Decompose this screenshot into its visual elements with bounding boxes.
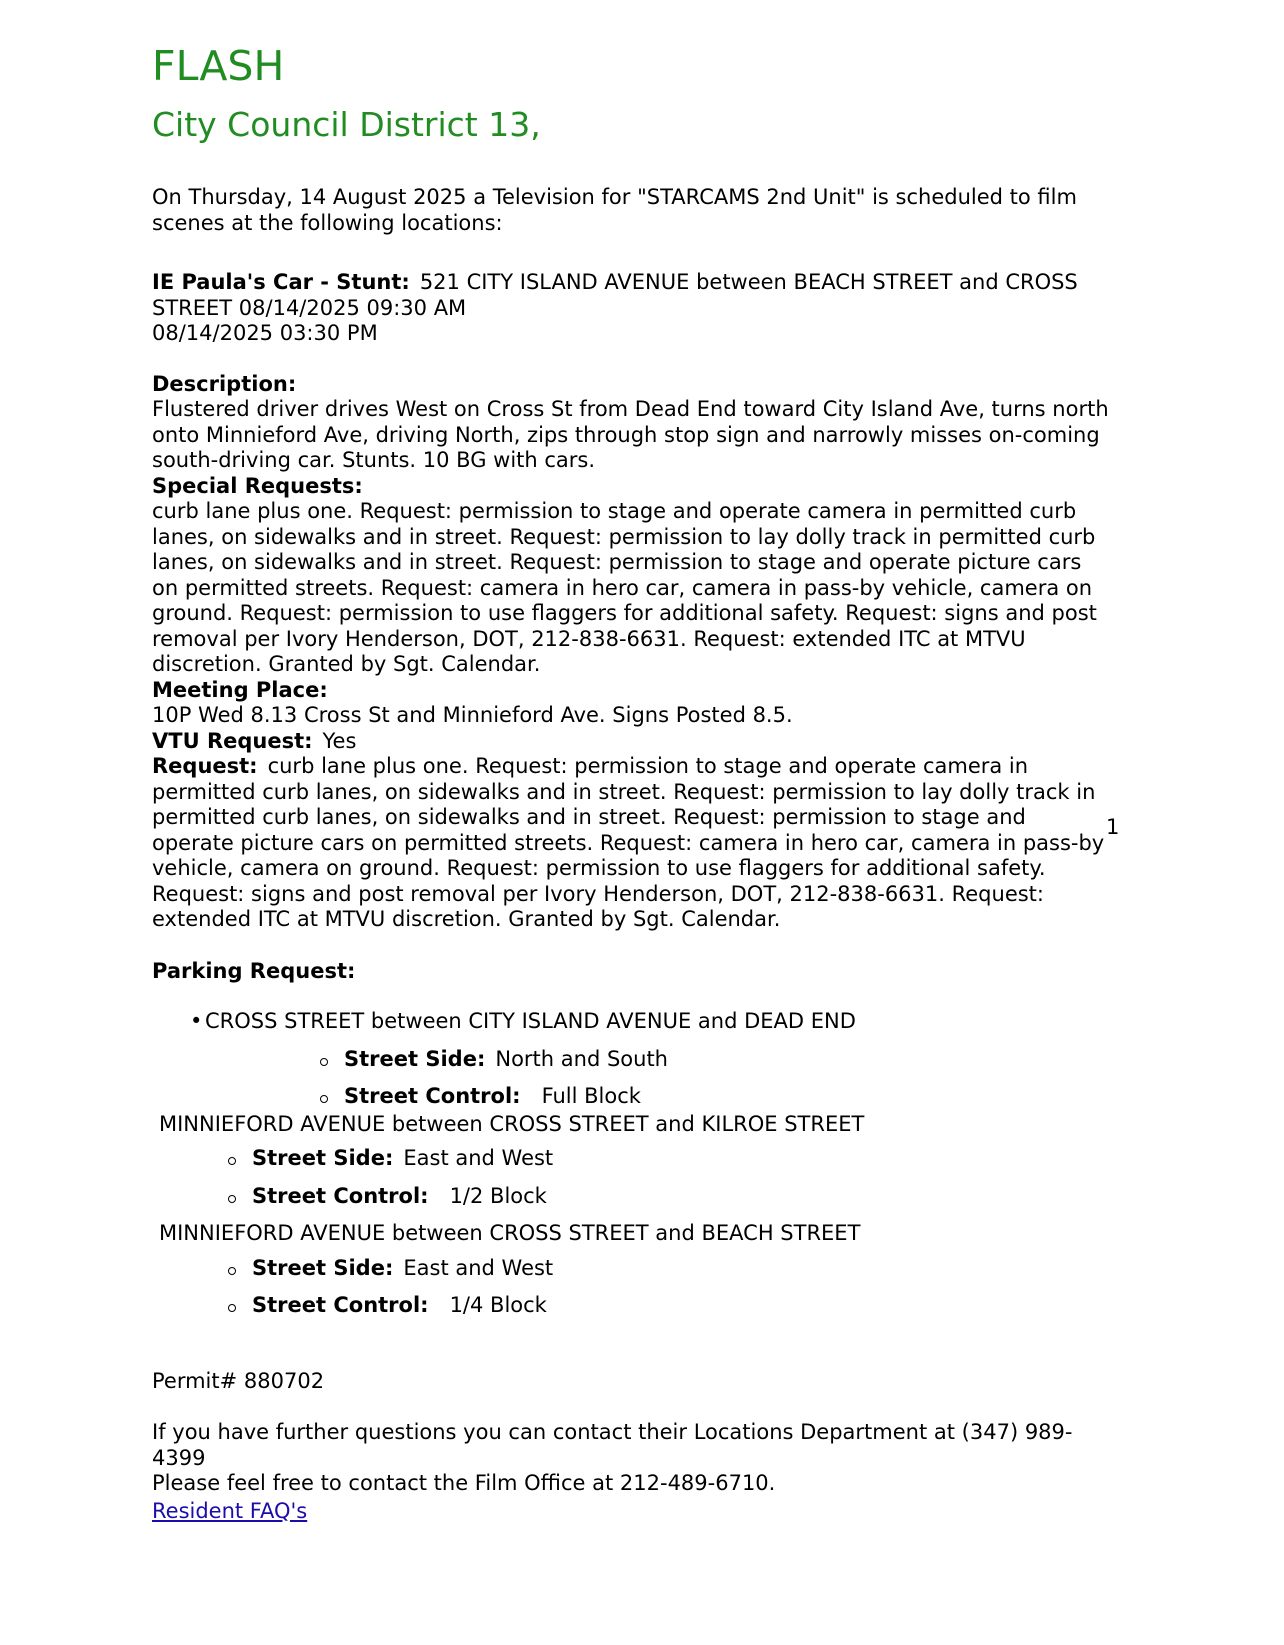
street-side-row (113, 1256, 1112, 1282)
street-side-value: North and South (495, 1046, 668, 1071)
page-number: 1 (1106, 815, 1120, 839)
street-control-row (113, 1184, 1112, 1210)
street-side-row (113, 1146, 1112, 1172)
location-block (152, 270, 1112, 347)
street-name: MINNIEFORD AVENUE between CROSS STREET and BEACH STREET (159, 1221, 861, 1245)
meeting-place-text: 10P Wed 8.13 Cross St and Minnieford Ave. Signs Posted 8.5. (152, 703, 793, 727)
circle-bullet-icon (228, 1267, 236, 1275)
request-text: curb lane plus one. Request: permission to stage and operate camera in permitted curb lanes, on sidewalks and in street. Request: permission to lay dolly track in permitted curb lanes, on sidewalks and in street. Request: permission to stage and operate picture cars on permitted streets. Request: camera in hero car, camera in pass-by vehicle, camera on ground. Request: permission to use flaggers for additional safety. Request: signs and post removal per Ivory Henderson, DOT, 212-838-6631. Request: extended ITC at MTVU discretion. Granted by Sgt. Calendar. (152, 754, 1105, 931)
parking-street-item (152, 1009, 1112, 1110)
parking-request-label: Parking Request: (152, 958, 356, 983)
parking-street-list (152, 1009, 1112, 1319)
circle-bullet-icon (320, 1095, 328, 1103)
street-control-row (113, 1293, 1112, 1319)
contact-block (152, 1420, 1112, 1524)
street-side-value: East and West (403, 1146, 554, 1170)
request-label: Request: (152, 754, 258, 778)
details-block (152, 372, 1112, 933)
circle-bullet-icon (320, 1058, 328, 1066)
street-name: MINNIEFORD AVENUE between CROSS STREET and KILROE STREET (159, 1111, 865, 1136)
vtu-request-label: VTU Request: (152, 728, 313, 753)
bullet-icon: • (190, 1009, 203, 1033)
parking-street-item (152, 1221, 1112, 1319)
circle-bullet-icon (228, 1157, 236, 1165)
description-text: Flustered driver drives West on Cross St from Dead End toward City Island Ave, turns north onto Minnieford Ave, driving North, zips through stop sign and narrowly misses on-coming south-driving car. Stunts. 10 BG with cars. (152, 397, 1109, 472)
street-control-value: 1/2 Block (449, 1183, 547, 1208)
special-requests-text: curb lane plus one. Request: permission to stage and operate camera in permitted curb lanes, on sidewalks and in street. Request: permission to lay dolly track in permitted curb lanes, on sidewalks and in street. Request: permission to stage and operate picture cars on permitted streets. Request: camera in hero car, camera in pass-by vehicle, camera on ground. Request: permission to use flaggers for additional safety. Request: signs and post removal per Ivory Henderson, DOT, 212-838-6631. Request: extended ITC at MTVU discretion. Granted by Sgt. Calendar. (152, 499, 1097, 676)
description-label: Description: (152, 371, 297, 396)
street-control-value: 1/4 Block (449, 1293, 547, 1317)
street-name: CROSS STREET between CITY ISLAND AVENUE and DEAD END (205, 1009, 856, 1033)
meeting-place-label: Meeting Place: (152, 677, 328, 702)
district-title: City Council District 13, (152, 105, 541, 144)
special-requests-label: Special Requests: (152, 473, 363, 498)
street-control-label: Street Control: (252, 1183, 429, 1208)
parking-street-item (152, 1112, 1112, 1210)
location-address: 521 CITY ISLAND AVENUE between BEACH STREET and CROSS STREET 08/14/2025 09:30 AM (152, 270, 1078, 320)
street-control-label: Street Control: (344, 1084, 521, 1108)
street-control-value: Full Block (541, 1084, 641, 1108)
street-control-label: Street Control: (252, 1293, 429, 1317)
circle-bullet-icon (228, 1195, 236, 1203)
location-end-time: 08/14/2025 03:30 PM (152, 321, 378, 345)
circle-bullet-icon (228, 1304, 236, 1312)
street-side-row (205, 1047, 1112, 1073)
street-side-value: East and West (403, 1255, 554, 1280)
locations-contact: If you have further questions you can contact their Locations Department at (347) 989-4399 (152, 1420, 1073, 1470)
street-control-row (205, 1084, 1112, 1110)
permit-number: Permit# 880702 (152, 1368, 325, 1393)
street-side-label: Street Side: (252, 1255, 394, 1280)
notice-page (152, 36, 1112, 1524)
resident-faq-link[interactable]: Resident FAQ's (152, 1498, 308, 1523)
film-office-contact: Please feel free to contact the Film Office at 212-489-6710. (152, 1471, 776, 1495)
street-side-label: Street Side: (252, 1146, 394, 1170)
vtu-request-value: Yes (322, 728, 357, 753)
intro-text: On Thursday, 14 August 2025 a Television for "STARCAMS 2nd Unit" is scheduled to film scenes at the following locations: (152, 185, 1077, 235)
flash-title: FLASH (152, 42, 285, 90)
location-label: IE Paula's Car - Stunt: (152, 270, 410, 294)
street-side-label: Street Side: (344, 1046, 486, 1071)
